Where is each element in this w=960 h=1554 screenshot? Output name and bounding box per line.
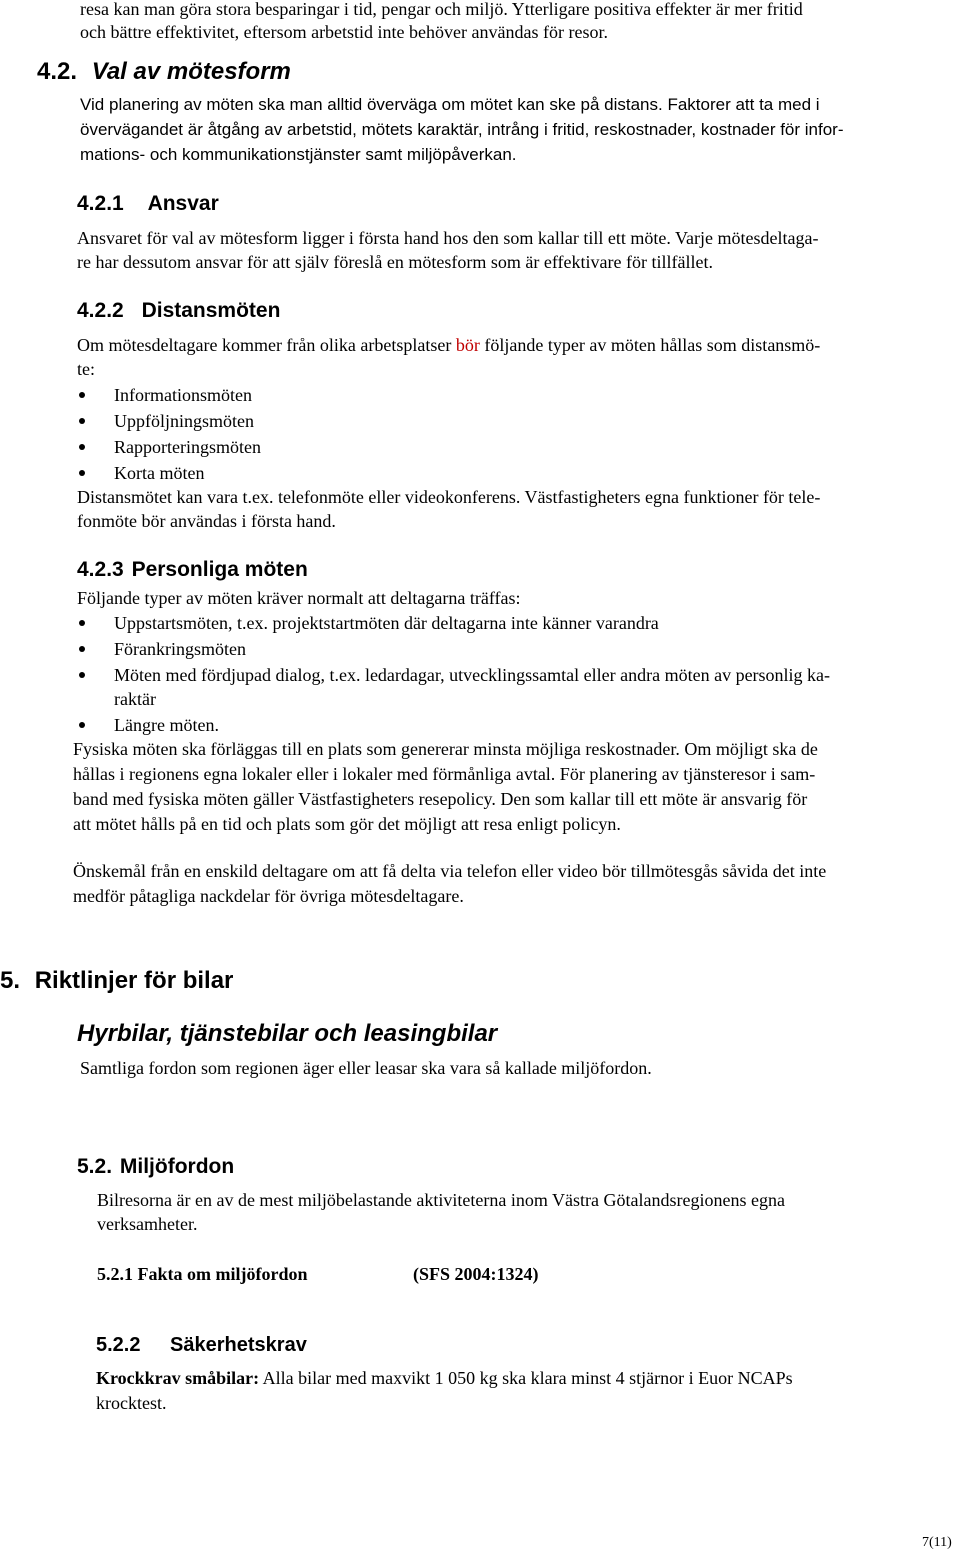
section-5-heading bbox=[0, 967, 233, 995]
bullet-icon bbox=[79, 418, 85, 424]
intro-line-1: resa kan man göra stora besparingar i tid, pengar och miljö. Ytterligare positiva effekter är mer fritid bbox=[80, 0, 803, 19]
section-5-2-heading bbox=[77, 1155, 234, 1179]
section-number: 5. bbox=[0, 967, 21, 994]
paragraph-line: medför påtagliga nackdelar för övriga mötesdeltagare. bbox=[73, 886, 464, 906]
paragraph-line: verksamheter. bbox=[97, 1214, 198, 1234]
paragraph-line bbox=[77, 333, 820, 358]
list-item: Längre möten. bbox=[114, 715, 219, 735]
bullet-icon bbox=[79, 722, 85, 728]
text-run: Alla bilar med maxvikt 1 050 kg ska klara minst 4 stjärnor i Euor NCAPs bbox=[259, 1368, 793, 1388]
bullet-icon bbox=[79, 672, 85, 678]
list-item: Informationsmöten bbox=[114, 385, 252, 405]
list-item: Korta möten bbox=[114, 463, 205, 483]
paragraph-line: Samtliga fordon som regionen äger eller leasar ska vara så kallade miljöfordon. bbox=[80, 1058, 652, 1078]
text-run: Om mötesdeltagare kommer från olika arbetsplatser bbox=[77, 335, 456, 355]
section-title: Miljöfordon bbox=[119, 1155, 235, 1178]
paragraph-line: Bilresorna är en av de mest miljöbelastande aktiviteterna inom Västra Götalandsregionens egna bbox=[97, 1190, 785, 1210]
section-5-2-1-heading: 5.2.1 Fakta om miljöfordon bbox=[97, 1264, 308, 1284]
list-item: Rapporteringsmöten bbox=[114, 437, 261, 457]
bullet-icon bbox=[79, 620, 85, 626]
paragraph-line: Vid planering av möten ska man alltid överväga om mötet kan ske på distans. Faktorer att ta med i bbox=[80, 95, 820, 114]
list-item: Uppstartsmöten, t.ex. projektstartmöten där deltagarna inte känner varandra bbox=[114, 613, 659, 633]
paragraph-line: re har dessutom ansvar för att själv föreslå en mötesform som är effektivare för tillfället. bbox=[77, 252, 713, 272]
section-number: 4.2.2 bbox=[77, 299, 124, 322]
bullet-icon bbox=[79, 444, 85, 450]
paragraph-line bbox=[96, 1366, 793, 1391]
section-title: Val av mötesform bbox=[91, 58, 291, 85]
paragraph-line: att mötet hålls på en tid och plats som gör det möjligt att resa enligt policyn. bbox=[73, 814, 621, 834]
list-item: Möten med fördjupad dialog, t.ex. ledardagar, utvecklingssamtal eller andra möten av personlig ka- bbox=[114, 665, 831, 685]
emphasis-red: bör bbox=[455, 335, 480, 355]
section-number: 4.2. bbox=[37, 58, 78, 85]
paragraph-line: krocktest. bbox=[96, 1393, 167, 1413]
section-4-2-3-heading bbox=[77, 558, 308, 582]
bullet-icon bbox=[79, 646, 85, 652]
text-run: följande typer av möten hållas som distansmö- bbox=[479, 335, 821, 355]
paragraph-line: Distansmötet kan vara t.ex. telefonmöte eller videokonferens. Västfastigheters egna funktioner för tele- bbox=[77, 487, 821, 507]
section-reference: (SFS 2004:1324) bbox=[413, 1264, 539, 1284]
section-number: 5.2. bbox=[77, 1155, 113, 1178]
section-title: Säkerhetskrav bbox=[170, 1334, 307, 1356]
section-4-2-1-heading bbox=[77, 192, 219, 216]
section-number: 4.2.1 bbox=[77, 192, 124, 215]
intro-line-2: och bättre effektivitet, eftersom arbetstid inte behöver användas för resor. bbox=[80, 22, 608, 42]
page-number: 7(11) bbox=[922, 1535, 952, 1550]
list-item: Förankringsmöten bbox=[114, 639, 246, 659]
bold-label: Krockkrav småbilar: bbox=[96, 1368, 260, 1388]
subsection-title: Hyrbilar, tjänstebilar och leasingbilar bbox=[77, 1020, 498, 1047]
paragraph-line: te: bbox=[77, 359, 95, 379]
paragraph-line: band med fysiska möten gäller Västfastigheters resepolicy. Den som kallar till ett möte är ansvarig för bbox=[73, 789, 808, 809]
section-number: 4.2.3 bbox=[77, 558, 124, 581]
paragraph-line: hållas i regionens egna lokaler eller i lokaler med förmånliga avtal. För planering av tjänsteresor i sam- bbox=[73, 764, 816, 784]
paragraph-line: övervägandet är åtgång av arbetstid, mötets karaktär, intrång i fritid, reskostnader, kostnader för infor- bbox=[80, 120, 844, 139]
section-title: Distansmöten bbox=[141, 299, 281, 322]
list-item-continuation: raktär bbox=[114, 689, 156, 709]
paragraph-line: Följande typer av möten kräver normalt att deltagarna träffas: bbox=[77, 588, 521, 608]
paragraph-line: Fysiska möten ska förläggas till en plats som genererar minsta möjliga reskostnader. Om möjligt ska de bbox=[73, 739, 818, 759]
paragraph-line: Önskemål från en enskild deltagare om att få delta via telefon eller video bör tillmötesgås såvida det inte bbox=[73, 861, 827, 881]
section-number: 5.2.2 bbox=[96, 1334, 141, 1356]
paragraph-line: fonmöte bör användas i första hand. bbox=[77, 511, 336, 531]
bullet-icon bbox=[79, 392, 85, 398]
section-title: Riktlinjer för bilar bbox=[34, 967, 234, 994]
bullet-icon bbox=[79, 470, 85, 476]
list-item: Uppföljningsmöten bbox=[114, 411, 254, 431]
section-title: Personliga möten bbox=[131, 558, 308, 581]
section-4-2-heading bbox=[37, 58, 291, 86]
section-5-2-2-heading bbox=[96, 1334, 307, 1357]
paragraph-line: mations- och kommunikationstjänster samt miljöpåverkan. bbox=[80, 145, 517, 164]
paragraph-line: Ansvaret för val av mötesform ligger i första hand hos den som kallar till ett möte. Varje mötesdeltaga- bbox=[77, 228, 819, 248]
section-title: Ansvar bbox=[147, 192, 219, 215]
section-4-2-2-heading bbox=[77, 299, 280, 323]
